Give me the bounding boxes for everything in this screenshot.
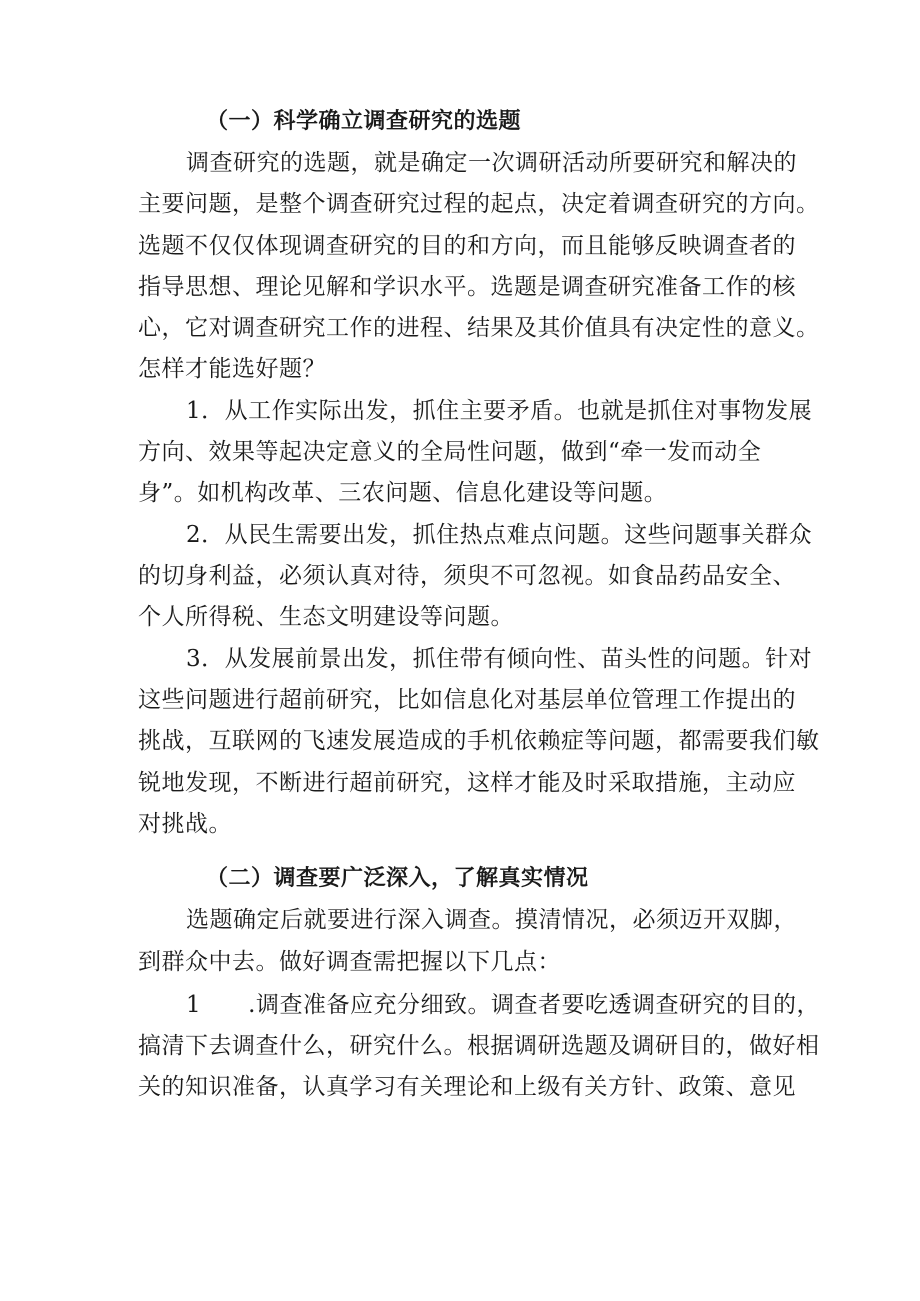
list-item-line: 挑战，互联网的飞速发展造成的手机依赖症等问题，都需要我们敏: [138, 728, 820, 754]
list-item-line: 对挑战。: [138, 811, 232, 837]
list-item-line: 关的知识准备，认真学习有关理论和上级有关方针、政策、意见: [138, 1074, 796, 1100]
list-item-line: 这些问题进行超前研究，比如信息化对基层单位管理工作提出的: [138, 687, 796, 713]
paragraph-line: 选题确定后就要进行深入调查。摸清情况，必须迈开双脚，: [186, 907, 797, 933]
paragraph-line: 调查研究的选题，就是确定一次调研活动所要研究和解决的: [186, 150, 797, 176]
list-item-line: 锐地发现，不断进行超前研究，这样才能及时采取措施，主动应: [138, 770, 796, 796]
paragraph-line: 到群众中去。做好调查需把握以下几点：: [138, 949, 561, 975]
list-item-line: 方向、效果等起决定意义的全局性问题，做到“牵一发而动全: [138, 439, 762, 465]
section-heading-1: （一）科学确立调查研究的选题: [206, 109, 522, 134]
list-item-line: 身”。如机构改革、三农问题、信息化建设等问题。: [138, 480, 668, 506]
list-item-line: 搞清下去调查什么，研究什么。根据调研选题及调研目的，做好相: [138, 1033, 820, 1059]
list-item-line: 个人所得税、生态文明建设等问题。: [138, 604, 514, 630]
list-item-line: 的切身利益，必须认真对待，须臾不可忽视。如食品药品安全、: [138, 563, 796, 589]
paragraph-line: 选题不仅仅体现调查研究的目的和方向，而且能够反映调查者的: [138, 233, 796, 259]
paragraph-line: 指导思想、理论见解和学识水平。选题是调查研究准备工作的核: [138, 274, 796, 300]
paragraph-line: 主要问题，是整个调查研究过程的起点，决定着调查研究的方向。: [138, 191, 820, 217]
list-item-line: 3．从发展前景出发，抓住带有倾向性、苗头性的问题。针对: [186, 646, 813, 672]
section-heading-2: （二）调查要广泛深入，了解真实情况: [206, 866, 589, 891]
list-item-line: 1 .调查准备应充分细致。调查者要吃透调查研究的目的，: [186, 992, 820, 1018]
paragraph-line: 怎样才能选好题？: [138, 356, 326, 382]
list-item-line: 2．从民生需要出发，抓住热点难点问题。这些问题事关群众: [186, 522, 813, 548]
list-item-line: 1．从工作实际出发，抓住主要矛盾。也就是抓住对事物发展: [186, 398, 813, 424]
paragraph-line: 心，它对调查研究工作的进程、结果及其价值具有决定性的意义。: [138, 315, 820, 341]
